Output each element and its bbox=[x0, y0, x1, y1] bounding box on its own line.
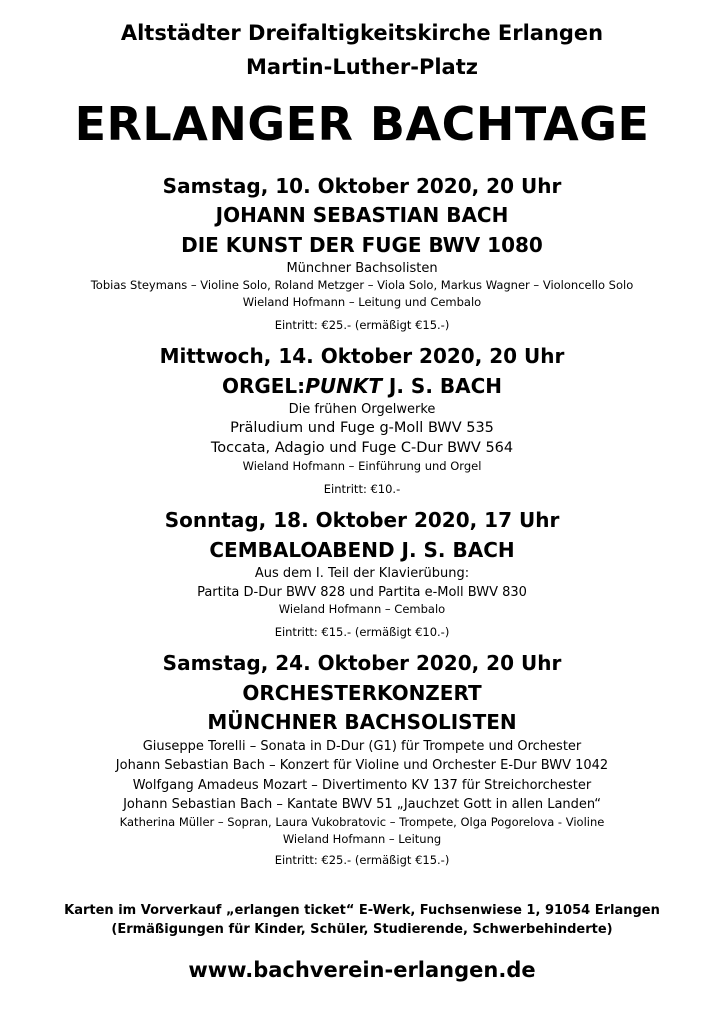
event-4-program-line-4: Johann Sebastian Bach – Kantate BWV 51 „Jauchzet Gott in allen Landen“ bbox=[123, 797, 601, 812]
venue-address: Martin-Luther-Platz bbox=[246, 55, 478, 79]
event-2-title-prefix: ORGEL: bbox=[221, 374, 306, 398]
ticket-info: Karten im Vorverkauf „erlangen ticket“ E-Werk, Fuchsenwiese 1, 91054 Erlangen bbox=[64, 903, 660, 918]
event-2-title-suffix: J. S. BACH bbox=[381, 374, 503, 398]
website-url: www.bachverein-erlangen.de bbox=[188, 958, 536, 982]
event-4-title-line-1: ORCHESTERKONZERT bbox=[242, 681, 482, 705]
event-2-date: Mittwoch, 14. Oktober 2020, 20 Uhr bbox=[159, 344, 565, 368]
event-1-title-line-1: JOHANN SEBASTIAN BACH bbox=[215, 203, 509, 227]
event-2-program-line-3: Toccata, Adagio und Fuge C-Dur BWV 564 bbox=[210, 440, 514, 456]
event-1-title-line-2: DIE KUNST DER FUGE BWV 1080 bbox=[181, 233, 543, 257]
event-2-title-italic: PUNKT bbox=[305, 374, 382, 398]
event-4-program-line-3: Wolfgang Amadeus Mozart – Divertimento KV 137 für Streichorchester bbox=[132, 778, 592, 793]
event-1-performers-line-2: Wieland Hofmann – Leitung und Cembalo bbox=[242, 295, 482, 309]
event-4-performers-line-2: Wieland Hofmann – Leitung bbox=[282, 832, 442, 846]
event-3-performers: Wieland Hofmann – Cembalo bbox=[278, 602, 446, 616]
event-2-performers: Wieland Hofmann – Einführung und Orgel bbox=[242, 459, 482, 473]
event-3-title: CEMBALOABEND J. S. BACH bbox=[209, 538, 515, 562]
event-4-program-line-1: Giuseppe Torelli – Sonata in D-Dur (G1) für Trompete und Orchester bbox=[142, 739, 582, 754]
event-3-program-line-2: Partita D-Dur BWV 828 und Partita e-Moll BWV 830 bbox=[197, 585, 527, 600]
discount-info: (Ermäßigungen für Kinder, Schüler, Studierende, Schwerbehinderte) bbox=[111, 922, 613, 937]
event-1-ensemble: Münchner Bachsolisten bbox=[286, 261, 438, 276]
event-1-price: Eintritt: €25.- (ermäßigt €15.-) bbox=[274, 318, 450, 332]
event-2-program-line-2: Präludium und Fuge g-Moll BWV 535 bbox=[230, 420, 494, 436]
event-4-price: Eintritt: €25.- (ermäßigt €15.-) bbox=[274, 853, 450, 867]
event-4-title-line-2: MÜNCHNER BACHSOLISTEN bbox=[207, 710, 517, 734]
event-4-program-line-2: Johann Sebastian Bach – Konzert für Violine und Orchester E-Dur BWV 1042 bbox=[115, 758, 609, 773]
event-4-performers-line-1: Katherina Müller – Sopran, Laura Vukobratovic – Trompete, Olga Pogorelova - Violine bbox=[119, 815, 605, 829]
venue-name: Altstädter Dreifaltigkeitskirche Erlangen bbox=[120, 21, 604, 45]
festival-title: ERLANGER BACHTAGE bbox=[74, 97, 650, 151]
event-2-title bbox=[0, 376, 724, 396]
event-3-date: Sonntag, 18. Oktober 2020, 17 Uhr bbox=[164, 508, 560, 532]
event-2-program-line-1: Die frühen Orgelwerke bbox=[288, 402, 436, 417]
event-3-price: Eintritt: €15.- (ermäßigt €10.-) bbox=[274, 625, 450, 639]
event-1-performers-line-1: Tobias Steymans – Violine Solo, Roland Metzger – Viola Solo, Markus Wagner – Violoncello Solo bbox=[90, 278, 634, 292]
event-3-program-line-1: Aus dem I. Teil der Klavierübung: bbox=[254, 566, 470, 581]
event-4-date: Samstag, 24. Oktober 2020, 20 Uhr bbox=[162, 651, 562, 675]
event-1-date: Samstag, 10. Oktober 2020, 20 Uhr bbox=[162, 174, 562, 198]
event-2-price: Eintritt: €10.- bbox=[323, 482, 401, 496]
